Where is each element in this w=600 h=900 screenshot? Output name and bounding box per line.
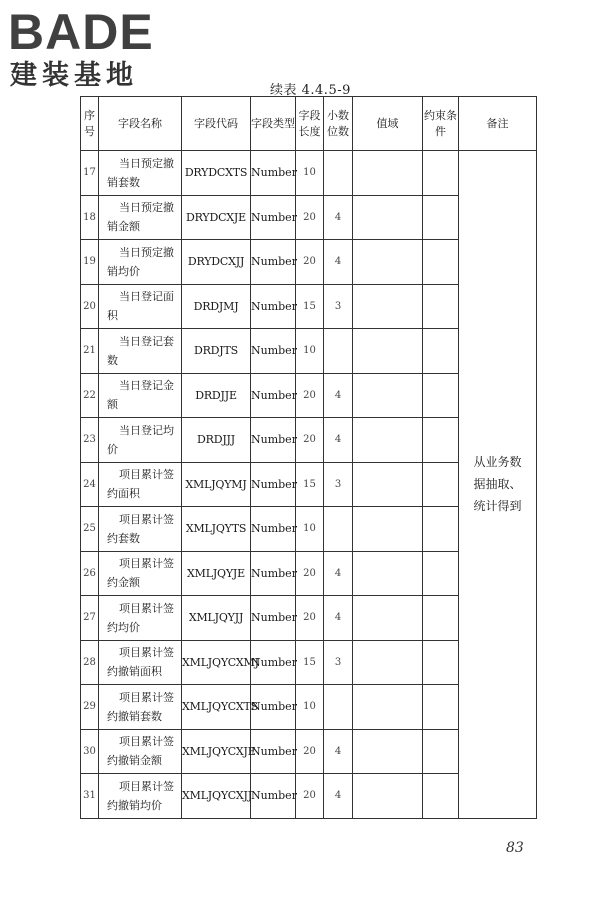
- cell-code: DRYDCXJE: [182, 195, 251, 240]
- cell-decimals: 4: [324, 774, 353, 819]
- cell-name: 当日登记套数: [99, 329, 182, 374]
- cell-constraint: [423, 329, 459, 374]
- cell-decimals: 4: [324, 551, 353, 596]
- cell-length: 10: [296, 329, 324, 374]
- cell-length: 20: [296, 195, 324, 240]
- cell-no: 21: [81, 329, 99, 374]
- page-number: 83: [506, 840, 524, 856]
- cell-no: 24: [81, 462, 99, 507]
- cell-constraint: [423, 462, 459, 507]
- field-spec-table: [80, 96, 537, 819]
- cell-type: Number: [251, 373, 296, 418]
- cell-constraint: [423, 640, 459, 685]
- cell-length: 10: [296, 507, 324, 552]
- cell-length: 20: [296, 551, 324, 596]
- cell-type: Number: [251, 195, 296, 240]
- cell-remark: 从业务数据抽取、统计得到: [459, 151, 537, 819]
- cell-name: 项目累计签约套数: [99, 507, 182, 552]
- cell-no: 30: [81, 729, 99, 774]
- cell-constraint: [423, 418, 459, 463]
- cell-constraint: [423, 240, 459, 285]
- cell-decimals: 4: [324, 195, 353, 240]
- cell-length: 10: [296, 685, 324, 730]
- cell-name: 当日登记金额: [99, 373, 182, 418]
- bade-logo: [8, 4, 178, 94]
- cell-code: DRDJJE: [182, 373, 251, 418]
- cell-domain: [353, 685, 423, 730]
- cell-domain: [353, 551, 423, 596]
- cell-no: 17: [81, 151, 99, 196]
- cell-domain: [353, 151, 423, 196]
- cell-name: 当日预定撤销套数: [99, 151, 182, 196]
- cell-code: XMLJQYCXTS: [182, 685, 251, 730]
- table-header-row: [81, 97, 537, 151]
- cell-name: 项目累计签约金额: [99, 551, 182, 596]
- cell-code: DRDJJJ: [182, 418, 251, 463]
- header-constraint: 约束条件: [423, 97, 459, 151]
- cell-length: 10: [296, 151, 324, 196]
- cell-length: 20: [296, 418, 324, 463]
- cell-decimals: 4: [324, 418, 353, 463]
- header-name: 字段名称: [99, 97, 182, 151]
- cell-type: Number: [251, 685, 296, 730]
- cell-no: 28: [81, 640, 99, 685]
- cell-length: 20: [296, 596, 324, 641]
- cell-code: XMLJQYCXJJ: [182, 774, 251, 819]
- logo-wordmark: BADE: [8, 4, 154, 60]
- table-caption: 续表 4.4.5-9: [270, 83, 351, 98]
- cell-constraint: [423, 507, 459, 552]
- logo-subtitle: 建装基地: [10, 60, 138, 91]
- cell-constraint: [423, 685, 459, 730]
- cell-no: 19: [81, 240, 99, 285]
- cell-type: Number: [251, 284, 296, 329]
- cell-no: 18: [81, 195, 99, 240]
- cell-constraint: [423, 729, 459, 774]
- cell-name: 项目累计签约撤销均价: [99, 774, 182, 819]
- cell-code: DRYDCXTS: [182, 151, 251, 196]
- cell-decimals: 4: [324, 240, 353, 285]
- cell-constraint: [423, 195, 459, 240]
- cell-constraint: [423, 284, 459, 329]
- cell-domain: [353, 507, 423, 552]
- cell-no: 23: [81, 418, 99, 463]
- cell-no: 27: [81, 596, 99, 641]
- header-decimals: 小数位数: [324, 97, 353, 151]
- cell-code: XMLJQYCXJE: [182, 729, 251, 774]
- cell-code: XMLJQYMJ: [182, 462, 251, 507]
- cell-code: XMLJQYJJ: [182, 596, 251, 641]
- cell-domain: [353, 640, 423, 685]
- cell-name: 项目累计签约均价: [99, 596, 182, 641]
- cell-type: Number: [251, 329, 296, 374]
- header-length: 字段长度: [296, 97, 324, 151]
- cell-length: 15: [296, 640, 324, 685]
- cell-name: 当日预定撤销均价: [99, 240, 182, 285]
- cell-type: Number: [251, 507, 296, 552]
- cell-type: Number: [251, 151, 296, 196]
- cell-name: 项目累计签约撤销面积: [99, 640, 182, 685]
- cell-domain: [353, 596, 423, 641]
- cell-length: 15: [296, 462, 324, 507]
- cell-constraint: [423, 551, 459, 596]
- cell-domain: [353, 373, 423, 418]
- cell-code: XMLJQYJE: [182, 551, 251, 596]
- cell-no: 22: [81, 373, 99, 418]
- cell-type: Number: [251, 462, 296, 507]
- cell-constraint: [423, 596, 459, 641]
- cell-type: Number: [251, 774, 296, 819]
- cell-domain: [353, 729, 423, 774]
- cell-no: 25: [81, 507, 99, 552]
- cell-domain: [353, 462, 423, 507]
- table-row: [81, 151, 537, 196]
- cell-decimals: 3: [324, 462, 353, 507]
- cell-domain: [353, 418, 423, 463]
- cell-code: DRDJMJ: [182, 284, 251, 329]
- cell-type: Number: [251, 729, 296, 774]
- cell-domain: [353, 774, 423, 819]
- cell-name: 当日登记面积: [99, 284, 182, 329]
- cell-code: XMLJQYCXMJ: [182, 640, 251, 685]
- cell-length: 15: [296, 284, 324, 329]
- cell-no: 31: [81, 774, 99, 819]
- cell-decimals: [324, 329, 353, 374]
- cell-type: Number: [251, 551, 296, 596]
- cell-constraint: [423, 373, 459, 418]
- cell-constraint: [423, 774, 459, 819]
- cell-no: 29: [81, 685, 99, 730]
- cell-length: 20: [296, 373, 324, 418]
- cell-decimals: 4: [324, 729, 353, 774]
- cell-name: 当日登记均价: [99, 418, 182, 463]
- header-remark: 备注: [459, 97, 537, 151]
- cell-no: 20: [81, 284, 99, 329]
- cell-code: XMLJQYTS: [182, 507, 251, 552]
- header-no: 序号: [81, 97, 99, 151]
- cell-code: DRYDCXJJ: [182, 240, 251, 285]
- cell-decimals: [324, 151, 353, 196]
- cell-type: Number: [251, 596, 296, 641]
- cell-type: Number: [251, 240, 296, 285]
- cell-length: 20: [296, 729, 324, 774]
- cell-name: 项目累计签约面积: [99, 462, 182, 507]
- header-type: 字段类型: [251, 97, 296, 151]
- cell-domain: [353, 284, 423, 329]
- cell-decimals: [324, 685, 353, 730]
- cell-decimals: 4: [324, 373, 353, 418]
- cell-name: 项目累计签约撤销套数: [99, 685, 182, 730]
- cell-decimals: 3: [324, 284, 353, 329]
- cell-decimals: [324, 507, 353, 552]
- cell-no: 26: [81, 551, 99, 596]
- cell-domain: [353, 329, 423, 374]
- cell-type: Number: [251, 418, 296, 463]
- cell-constraint: [423, 151, 459, 196]
- cell-length: 20: [296, 240, 324, 285]
- cell-decimals: 3: [324, 640, 353, 685]
- cell-code: DRDJTS: [182, 329, 251, 374]
- cell-decimals: 4: [324, 596, 353, 641]
- cell-name: 项目累计签约撤销金额: [99, 729, 182, 774]
- cell-type: Number: [251, 640, 296, 685]
- cell-length: 20: [296, 774, 324, 819]
- cell-domain: [353, 240, 423, 285]
- header-code: 字段代码: [182, 97, 251, 151]
- cell-name: 当日预定撤销金额: [99, 195, 182, 240]
- cell-domain: [353, 195, 423, 240]
- header-domain: 值域: [353, 97, 423, 151]
